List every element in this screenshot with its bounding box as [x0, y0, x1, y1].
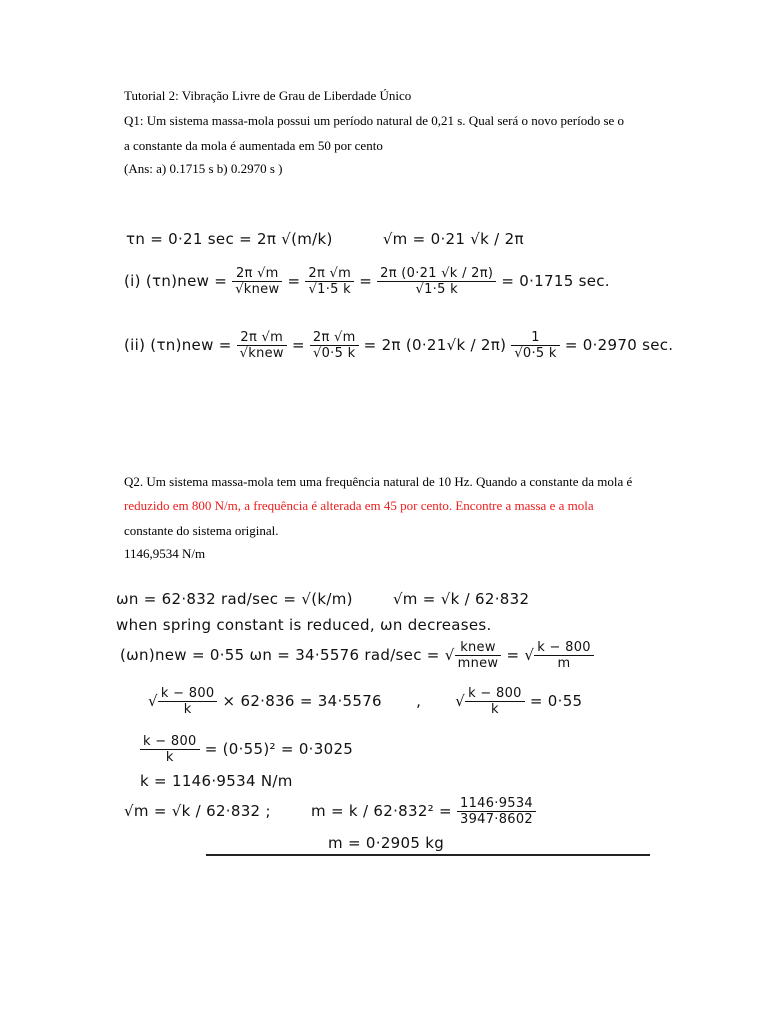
sol1-line1 [126, 230, 524, 248]
sol2-frac-mass: $\frac{1146\cdot 9534}{3947\cdot 8602}$ [457, 796, 536, 827]
sol2-ratio-b-rest: = 0·55 [529, 692, 583, 710]
q1-text-line2: a constante da mola é aumentada em 50 por cento [124, 138, 383, 153]
sol2-line3: (ωn)new = 0·55 ωn = 34·5576 rad/sec = √ $\frac{\text{knew}}{\text{mnew}}$ = √ $\frac{k - 800}{m}$ [120, 640, 594, 671]
sol2-square-rest: = (0·55)² = 0·3025 [204, 740, 354, 758]
sol1-frac-i-3: $\frac{2\pi (0\cdot 21 √k / 2\pi)}{√1\cdot 5 k}$ [377, 266, 496, 297]
tutorial-title: Tutorial 2: Vibração Livre de Grau de Liberdade Único [124, 88, 412, 103]
sol2-sqrt-m-eq: √m = √k / 62·832 [392, 590, 530, 608]
sol2-frac-ratio-b: $\frac{k - 800}{k}$ [465, 686, 525, 717]
sol2-line7 [124, 796, 536, 827]
sol2-frac-ratio-a: $\frac{k - 800}{k}$ [158, 686, 218, 717]
sol1-sqrt-m-eq: √m = 0·21 √k / 2π [382, 230, 524, 248]
sol1-mid-ii: = 2π (0·21√k / 2π) [363, 336, 507, 354]
q2-handwritten-solution [112, 586, 660, 858]
sol2-sqrt-m-again: √m = √k / 62·832 ; [124, 802, 271, 820]
q2-text-line2-red: reduzido em 800 N/m, a frequência é alterada em 45 por cento. Encontre a massa e a mola [124, 498, 594, 513]
sol2-line1 [116, 590, 529, 608]
sol1-line3: (ii) (τn)new = $\frac{2\pi √m}{\text{√knew}}$ = $\frac{2\pi √m}{√0\cdot 5 k}$ = 2π (0·21√k / 2π) $\frac{1}{√0\cdot 5 k}$ = 0·2970 sec. [124, 330, 674, 361]
sol2-bottom-rule [206, 854, 650, 856]
sol1-period-eq: τn = 0·21 sec = 2π √(m/k) [126, 230, 333, 248]
q2-text-line3: constante do sistema original. [124, 523, 279, 538]
sol1-result-ii: = 0·2970 sec. [564, 336, 674, 354]
sol1-frac-ii-1: $\frac{2\pi √m}{\text{√knew}}$ [237, 330, 287, 361]
sol2-mass-expr: m = k / 62·832² = [310, 802, 452, 820]
sol2-omega-eq: ωn = 62·832 rad/sec = √(k/m) [116, 590, 353, 608]
sol2-line6: k = 1146·9534 N/m [140, 772, 293, 790]
q1-handwritten-solution [120, 226, 718, 386]
q2-text-line1: Q2. Um sistema massa-mola tem uma frequência natural de 10 Hz. Quando a constante da mola é [124, 474, 633, 489]
sol2-ratio-a-rest: × 62·836 = 34·5576 [222, 692, 382, 710]
sol2-line4: √ $\frac{k - 800}{k}$ × 62·836 = 34·5576 , √ $\frac{k - 800}{k}$ = 0·55 [148, 686, 583, 717]
sol1-frac-i-2: $\frac{2\pi √m}{√1\cdot 5 k}$ [305, 266, 354, 297]
sol1-case-i-label: (i) (τn)new = [124, 272, 228, 290]
sol2-line2: when spring constant is reduced, ωn decreases. [116, 616, 492, 634]
q1-text-line1: Q1: Um sistema massa-mola possui um período natural de 0,21 s. Qual será o novo período se o [124, 113, 625, 128]
q2-answer: 1146,9534 N/m [124, 546, 206, 561]
sol2-line8: m = 0·2905 kg [328, 834, 445, 852]
sol1-frac-i-1: $\frac{2\pi √m}{\text{√knew}}$ [232, 266, 282, 297]
q1-answer: (Ans: a) 0.1715 s b) 0.2970 s ) [124, 161, 283, 176]
sol1-case-ii-label: (ii) (τn)new = [124, 336, 232, 354]
sol2-frac-knew-mnew: $\frac{\text{knew}}{\text{mnew}}$ [455, 640, 502, 671]
sol1-result-i: = 0·1715 sec. [501, 272, 610, 290]
sol1-line2: (i) (τn)new = $\frac{2\pi √m}{\text{√knew}}$ = $\frac{2\pi √m}{√1\cdot 5 k}$ = $\frac{2\pi (0\cdot 21 √k / 2\pi)}{√1\cdot 5 k}$ = 0·1715 sec. [124, 266, 610, 297]
sol2-frac-square: $\frac{k - 800}{k}$ [140, 734, 200, 765]
sol1-frac-ii-2: $\frac{2\pi √m}{√0\cdot 5 k}$ [310, 330, 359, 361]
sol2-line5 [140, 734, 353, 765]
sol1-frac-ii-3: $\frac{1}{√0\cdot 5 k}$ [511, 330, 559, 361]
sol2-frac-k800-m: $\frac{k - 800}{m}$ [534, 640, 594, 671]
sol2-omega-new-eq: (ωn)new = 0·55 ωn = 34·5576 rad/sec = [120, 646, 440, 664]
